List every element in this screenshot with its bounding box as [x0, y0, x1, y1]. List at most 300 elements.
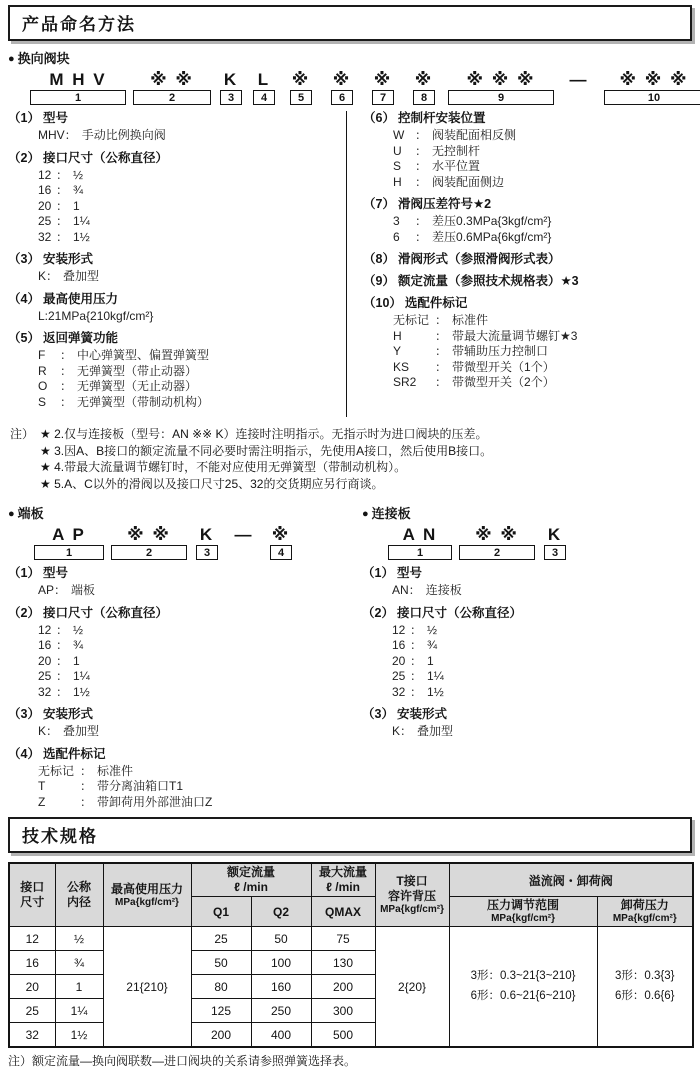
- th-qmax: QMAX: [311, 897, 375, 927]
- key: K: [38, 269, 47, 283]
- key: Y: [393, 344, 402, 358]
- item-line: [38, 379, 346, 395]
- td-size: 25: [9, 999, 55, 1023]
- code-chars: ※ ※ ※: [619, 70, 689, 89]
- item-title: [8, 111, 346, 126]
- unit-text: ℓ /min: [326, 880, 360, 894]
- item-line: [393, 144, 692, 160]
- key: 12: [392, 622, 406, 637]
- code-group-7: [366, 70, 400, 105]
- code-group-dash: [561, 70, 597, 89]
- th-port-size: [9, 863, 55, 927]
- code-chars: ※: [332, 70, 352, 89]
- td-q2: 50: [251, 927, 311, 951]
- colon: ：: [56, 669, 69, 683]
- code-group-2: [459, 525, 535, 560]
- td-unload-pressure: [597, 927, 693, 1048]
- unit-text: MPa{kgf/cm²}: [612, 913, 677, 924]
- code-chars: ※ ※: [127, 525, 171, 544]
- key: S: [393, 159, 402, 173]
- header-text: 容许背压: [388, 889, 437, 903]
- bullet-icon: ●: [8, 508, 15, 520]
- key: KS: [393, 359, 410, 374]
- colon: ：: [80, 779, 93, 793]
- item-title-text: 安装形式: [396, 707, 447, 721]
- key: F: [38, 348, 46, 362]
- item-title: [362, 707, 692, 722]
- value: ¾: [427, 638, 438, 652]
- heading-text: 换向阀块: [17, 51, 70, 66]
- item-number: （2）: [8, 150, 40, 165]
- colon: ：: [46, 269, 59, 283]
- note-text: ★ 2.仅与连接板（型号：AN ※※ K）连接时注明指示。无指示时为进口阀块的压差。: [40, 427, 488, 441]
- item-title-text: 最高使用压力: [42, 291, 118, 306]
- th-pressure-range: [449, 897, 597, 927]
- value: 1½: [73, 229, 90, 244]
- item-title-text: 型号: [42, 111, 68, 125]
- colon: ：: [56, 653, 69, 668]
- colon: ：: [400, 724, 413, 738]
- value: 带分离油箱口T1: [97, 779, 184, 793]
- definitions-right-column: [347, 111, 692, 417]
- colon: ：: [410, 669, 423, 683]
- spec-item-4-max-pressure: [8, 292, 346, 325]
- colon: ：: [56, 198, 69, 213]
- note-prefix: [10, 476, 40, 493]
- note-prefix: [10, 443, 40, 460]
- td-dia: 1½: [55, 1023, 103, 1048]
- item-line: [392, 623, 692, 639]
- key: 32: [392, 684, 406, 699]
- td-q1: 50: [191, 951, 251, 975]
- valve-block-heading: [8, 48, 692, 67]
- dash-separator: —: [234, 525, 254, 544]
- th-nominal-diameter: [55, 863, 103, 927]
- colon: ：: [56, 214, 69, 228]
- item-number: （5）: [8, 331, 40, 345]
- value: 带微型开关（2个）: [452, 375, 555, 389]
- code-group-dash: [227, 525, 261, 544]
- code-chars: ※ ※ ※: [466, 70, 536, 89]
- value: 1½: [73, 684, 90, 699]
- colon: ：: [415, 143, 428, 158]
- unit-text: MPa{kgf/cm²}: [115, 896, 179, 908]
- item-title: [363, 252, 692, 267]
- definitions-left-column: [8, 111, 346, 417]
- item-line: [38, 583, 356, 599]
- colon: ：: [80, 763, 93, 778]
- colon: ：: [410, 638, 423, 652]
- colon: ：: [410, 622, 423, 637]
- code-group-3: [542, 525, 568, 560]
- note-text: ★ 4.带最大流量调节螺钉时，不能对应使用无弹簧型（带制动机构）。: [40, 460, 407, 474]
- footnote: [10, 426, 692, 443]
- code-group-5: [284, 70, 318, 105]
- key: 20: [392, 653, 406, 668]
- td-q1: 25: [191, 927, 251, 951]
- range-type3: 3形：0.3~21{3~210}: [470, 970, 576, 982]
- colon: ：: [54, 583, 67, 597]
- value: 1: [427, 653, 434, 668]
- code-position-box: 7: [372, 90, 394, 105]
- ap-item-3-mounting: [8, 707, 356, 740]
- item-line: [392, 638, 692, 654]
- colon: ：: [60, 348, 73, 362]
- item-line: [392, 654, 692, 670]
- item-line: [393, 344, 692, 360]
- value: 无弹簧型（无止动器）: [77, 379, 198, 393]
- item-line: [38, 638, 356, 654]
- key: 20: [38, 198, 52, 213]
- code-chars: K: [547, 525, 563, 544]
- colon: ：: [435, 344, 448, 358]
- spec-table: [8, 862, 694, 1048]
- model-code-an: [388, 525, 692, 560]
- item-line: [38, 348, 346, 364]
- code-group-6: [325, 70, 359, 105]
- item-number: （8）: [363, 252, 395, 266]
- code-chars: M H V: [49, 70, 107, 89]
- spec-item-3-mounting: [8, 252, 346, 285]
- unload-type3: 3形：0.3{3}: [615, 970, 675, 982]
- td-dia: ¾: [55, 951, 103, 975]
- code-group-3: [218, 70, 244, 105]
- item-number: （3）: [362, 707, 394, 721]
- item-line: L:21MPa{210kgf/cm²}: [38, 308, 154, 323]
- item-title: [8, 331, 346, 346]
- footnotes: [10, 426, 692, 492]
- code-chars: A P: [52, 525, 86, 544]
- bullet-icon: ●: [362, 508, 369, 520]
- heading-text: 端板: [17, 506, 44, 521]
- colon: ：: [60, 379, 73, 393]
- colon: ：: [60, 363, 73, 378]
- key: 无标记: [38, 763, 75, 778]
- note-prefix: [10, 459, 40, 476]
- code-position-box: 1: [30, 90, 126, 105]
- item-number: （3）: [8, 252, 40, 266]
- item-title: [8, 606, 356, 621]
- value: ¾: [73, 183, 84, 197]
- spec-item-7-pressure-diff: [363, 197, 692, 245]
- item-title-text: 型号: [396, 566, 422, 580]
- key: AP: [38, 583, 55, 597]
- value: 1¼: [73, 669, 90, 683]
- item-number: （2）: [8, 605, 40, 620]
- value: 叠加型: [63, 269, 100, 283]
- colon: ：: [415, 128, 428, 142]
- item-title-text: 接口尺寸（公称直径）: [42, 150, 168, 165]
- value: 阀装配面相反侧: [432, 128, 517, 142]
- note-text: ★ 5.A、C以外的滑阀以及接口尺寸25、32的交货期应另行商谈。: [40, 476, 384, 491]
- code-chars: K: [199, 525, 215, 544]
- td-qmax: 130: [311, 951, 375, 975]
- header-text: 公称: [66, 880, 91, 894]
- value: 手动比例换向阀: [81, 128, 166, 142]
- section-title-tech-specs: 技术规格: [8, 817, 692, 853]
- item-line: [392, 724, 692, 740]
- key: S: [38, 394, 47, 409]
- item-line: [393, 128, 692, 144]
- bullet-icon: ●: [8, 53, 15, 65]
- header-text: 最高使用压力: [110, 881, 183, 896]
- value: ½: [73, 622, 84, 637]
- item-title: [8, 747, 356, 762]
- value: 无控制杆: [432, 143, 481, 158]
- value: ½: [427, 622, 438, 637]
- item-title-text: 型号: [42, 566, 68, 580]
- td-size: 16: [9, 951, 55, 975]
- item-title: [8, 566, 356, 581]
- item-number: （4）: [8, 746, 40, 761]
- th-max-pressure: [103, 863, 191, 927]
- item-number: （3）: [8, 707, 40, 721]
- td-size: 12: [9, 927, 55, 951]
- table-row: [9, 927, 693, 951]
- item-line: [393, 313, 692, 329]
- key: O: [38, 379, 48, 393]
- td-q1: 80: [191, 975, 251, 999]
- item-number: （6）: [363, 111, 395, 125]
- value: 水平位置: [432, 159, 481, 173]
- code-position-box: 2: [111, 545, 187, 560]
- end-plate-section: [8, 502, 356, 817]
- item-line: [38, 230, 346, 246]
- header-text: 尺寸: [20, 895, 45, 909]
- th-q2: Q2: [251, 897, 311, 927]
- colon: ：: [415, 214, 428, 228]
- colon: ：: [46, 724, 59, 738]
- value: 阀装配面侧边: [432, 174, 505, 189]
- value: 无弹簧型（带止动器）: [77, 363, 198, 378]
- key: K: [38, 724, 47, 738]
- model-code-mhv: [30, 70, 692, 105]
- colon: ：: [60, 394, 73, 409]
- key: 16: [392, 638, 406, 652]
- item-line: [38, 795, 356, 811]
- item-title-text: 返回弹簧功能: [42, 331, 118, 345]
- colon: ：: [56, 622, 69, 637]
- key: 25: [38, 669, 52, 683]
- code-position-box: 2: [459, 545, 535, 560]
- td-dia: 1: [55, 975, 103, 999]
- td-size: 20: [9, 975, 55, 999]
- td-q1: 125: [191, 999, 251, 1023]
- colon: ：: [415, 174, 428, 189]
- footnote: [10, 443, 692, 460]
- code-chars: ※: [373, 70, 393, 89]
- value: 带辅助压力控制口: [452, 344, 549, 358]
- colon: ：: [56, 229, 69, 244]
- colon: ：: [435, 375, 448, 389]
- key: W: [393, 128, 405, 142]
- value: 带最大流量调节螺钉★3: [452, 328, 578, 343]
- key: 3: [393, 214, 400, 228]
- th-rated-flow: [191, 863, 311, 897]
- key: 6: [393, 229, 400, 244]
- key: K: [392, 724, 401, 738]
- dash-separator: —: [569, 70, 589, 89]
- code-group-8: [407, 70, 441, 105]
- th-relief-unload-valve: 溢流阀・卸荷阀: [449, 863, 693, 897]
- spec-item-9-rated-flow: [363, 274, 692, 289]
- code-group-10: [604, 70, 700, 105]
- value: 标准件: [452, 313, 489, 327]
- code-group-9: [448, 70, 554, 105]
- value: 中心弹簧型、偏置弹簧型: [77, 348, 210, 362]
- value: 1¼: [73, 214, 90, 228]
- colon: ：: [415, 229, 428, 244]
- section-title-product-naming: 产品命名方法: [8, 5, 692, 41]
- value: ½: [73, 167, 84, 182]
- key: 无标记: [393, 313, 430, 327]
- spec-item-10-options: [363, 296, 692, 391]
- code-chars: ※ ※: [150, 70, 194, 89]
- td-q2: 100: [251, 951, 311, 975]
- value: 叠加型: [417, 724, 454, 738]
- key: 25: [38, 214, 52, 228]
- td-qmax: 500: [311, 1023, 375, 1048]
- item-title: [362, 566, 692, 581]
- spec-table-wrap: [8, 862, 692, 1069]
- item-title: [363, 274, 692, 289]
- colon: ：: [56, 684, 69, 699]
- item-title: [8, 292, 346, 307]
- item-title: [363, 197, 692, 212]
- td-pressure-range: [449, 927, 597, 1048]
- model-code-ap: [34, 525, 356, 560]
- item-line: [393, 375, 692, 391]
- th-t-port-back-pressure: [375, 863, 449, 927]
- code-position-box: 9: [448, 90, 554, 105]
- colon: ：: [415, 159, 428, 173]
- item-line: [38, 364, 346, 380]
- item-line: [38, 128, 346, 144]
- code-group-2: [111, 525, 187, 560]
- code-group-1: [388, 525, 452, 560]
- key: 25: [392, 669, 406, 683]
- colon: ：: [408, 583, 421, 597]
- value: 1: [73, 653, 80, 668]
- an-item-3-mounting: [362, 707, 692, 740]
- key: H: [393, 174, 402, 189]
- key: T: [38, 779, 46, 793]
- key: AN: [392, 583, 409, 597]
- th-max-flow: [311, 863, 375, 897]
- valve-definitions: [8, 111, 692, 417]
- heading-text: 连接板: [371, 506, 411, 521]
- code-group-1: [34, 525, 104, 560]
- item-line: [392, 685, 692, 701]
- item-title-text: 滑阀形式（参照滑阀形式表）: [397, 252, 561, 266]
- value: 标准件: [97, 763, 134, 778]
- spec-item-2-port-size: [8, 151, 346, 246]
- code-position-box: 4: [270, 545, 292, 560]
- code-group-4: [268, 525, 294, 560]
- item-title: [363, 296, 692, 311]
- ap-item-4-options: [8, 747, 356, 811]
- item-line: [38, 685, 356, 701]
- ap-item-2-port-size: [8, 606, 356, 701]
- item-line: [38, 724, 356, 740]
- item-title-text: 滑阀压差符号★2: [397, 197, 492, 211]
- item-title-text: 额定流量（参照技术规格表）★3: [397, 274, 579, 288]
- header-text: 接口: [20, 880, 45, 894]
- key: 16: [38, 183, 52, 197]
- code-position-box: 3: [196, 545, 218, 560]
- end-plate-heading: [8, 503, 356, 522]
- code-position-box: 10: [604, 90, 700, 105]
- item-number: （1）: [8, 566, 40, 580]
- value: 端板: [71, 583, 96, 597]
- td-qmax: 300: [311, 999, 375, 1023]
- connecting-plate-heading: [362, 503, 692, 522]
- item-title-text: 选配件标记: [404, 296, 468, 310]
- colon: ：: [435, 328, 448, 343]
- value: 叠加型: [63, 724, 100, 738]
- item-line: [38, 199, 346, 215]
- value: 差压0.6MPa{6kgf/cm²}: [432, 229, 552, 244]
- key: 32: [38, 229, 52, 244]
- colon: ：: [56, 638, 69, 652]
- table-note: 注）额定流量—换向阀联数—进口阀块的关系请参照弹簧选择表。: [8, 1054, 357, 1068]
- item-line: [38, 269, 346, 285]
- code-chars: K: [223, 70, 239, 89]
- td-q2: 250: [251, 999, 311, 1023]
- an-item-2-port-size: [362, 606, 692, 701]
- key: Z: [38, 794, 46, 809]
- item-title-text: 安装形式: [42, 252, 93, 266]
- value: 带微型开关（1个）: [452, 359, 555, 374]
- spec-item-5-return-spring: [8, 331, 346, 410]
- td-qmax: 75: [311, 927, 375, 951]
- key: H: [393, 328, 402, 343]
- code-position-box: 1: [388, 545, 452, 560]
- header-text: T接口: [396, 874, 428, 888]
- th-unload-pressure: [597, 897, 693, 927]
- code-position-box: 8: [413, 90, 435, 105]
- range-type6: 6形：0.6~21{6~210}: [470, 990, 576, 1002]
- code-chars: L: [257, 70, 271, 89]
- th-q1: Q1: [191, 897, 251, 927]
- key: 20: [38, 653, 52, 668]
- item-line: [393, 329, 692, 345]
- item-title-text: 接口尺寸（公称直径）: [42, 605, 168, 620]
- value: 无弹簧型（带制动机构）: [77, 394, 210, 409]
- item-line: [38, 764, 356, 780]
- item-title: [363, 111, 692, 126]
- code-group-4: [251, 70, 277, 105]
- note-prefix: 注）: [10, 427, 35, 441]
- code-chars: ※: [291, 70, 311, 89]
- spec-item-8-spool-type: [363, 252, 692, 267]
- ap-item-1-model: [8, 566, 356, 599]
- item-number: （9）: [363, 274, 395, 288]
- code-position-box: 3: [220, 90, 242, 105]
- colon: ：: [56, 167, 69, 182]
- item-line: [392, 583, 692, 599]
- code-group-1: [30, 70, 126, 105]
- value: 1½: [427, 684, 444, 699]
- item-line: [38, 214, 346, 230]
- item-number: （10）: [363, 296, 402, 310]
- code-position-box: 5: [290, 90, 312, 105]
- item-line: [393, 360, 692, 376]
- colon: ：: [435, 359, 448, 374]
- key: 16: [38, 638, 52, 652]
- plate-sections: [8, 502, 692, 817]
- header-text: 额定流量: [227, 865, 276, 879]
